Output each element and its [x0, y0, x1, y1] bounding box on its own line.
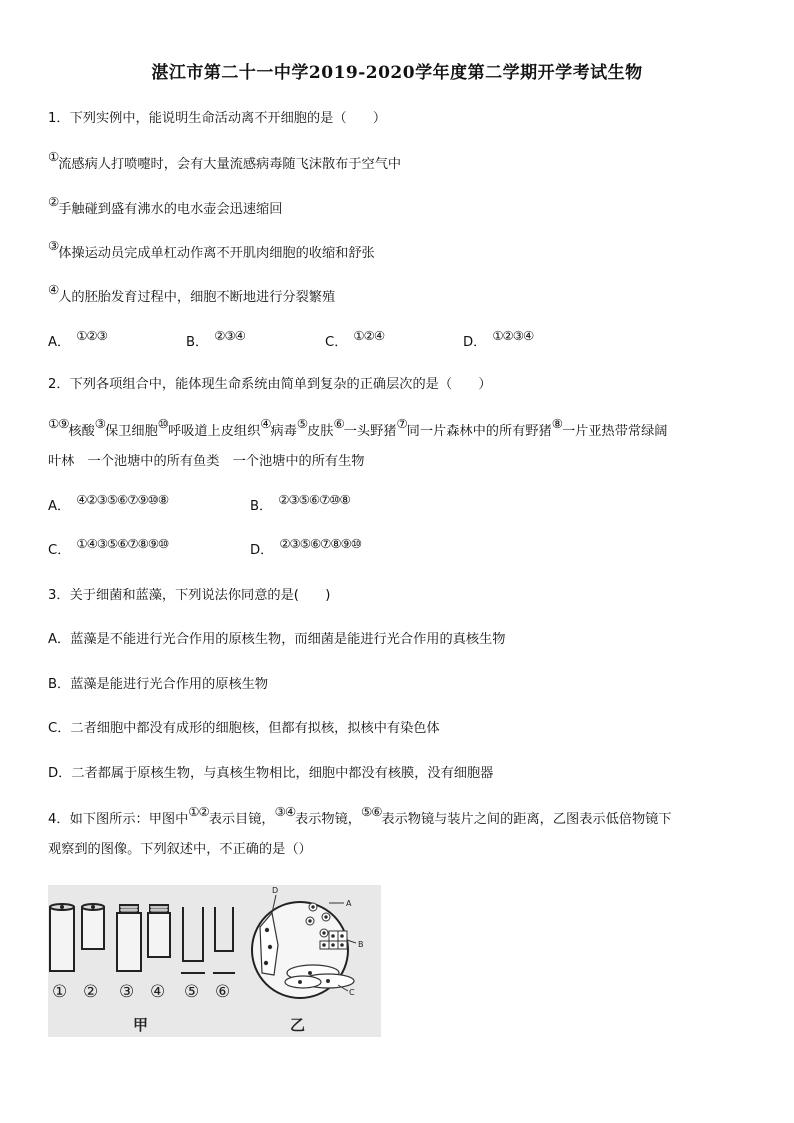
fig-number-1: ① [52, 982, 68, 1002]
q1-item-3 [48, 238, 375, 263]
q4-stem-line-2: 观察到的图像。下列叙述中，不正确的是（） [48, 842, 312, 857]
q2-option-b[interactable] [250, 492, 350, 516]
q4-stem-line-1 [48, 804, 672, 829]
q1-item-4-text: 人的胚胎发育过程中，细胞不断地进行分裂繁殖 [58, 290, 336, 305]
q2-option-d-value: ②③⑤⑥⑦⑧⑨⑩ [279, 536, 361, 551]
q2-option-c-value: ①④③⑤⑥⑦⑧⑨⑩ [76, 536, 169, 551]
q2-text-2: 保卫细胞 [105, 424, 158, 439]
cell-label-a: A [346, 899, 352, 908]
q2-option-b-value: ②③⑤⑥⑦⑩⑧ [278, 492, 350, 507]
q2-mark-8: ⑧ [551, 416, 562, 431]
q1-item-2-text: 手触碰到盛有沸水的电水壶会迅速缩回 [58, 202, 283, 217]
q2-mark-2: ③ [94, 416, 106, 431]
q1-option-d-value: ①②③④ [492, 328, 534, 343]
q2-text-5: 皮肤 [307, 424, 334, 439]
q4-stem-a: 4．如下图所示：甲图中 [48, 812, 189, 827]
q1-item-2-mark: ② [48, 194, 59, 209]
q1-option-b-label: B． [186, 335, 209, 350]
cell-label-b: B [358, 940, 364, 949]
q1-item-3-text: 体操运动员完成单杠动作离不开肌肉细胞的收缩和舒张 [58, 246, 375, 261]
q1-item-1 [48, 149, 402, 174]
q2-option-d[interactable] [250, 536, 361, 560]
page-title: 湛江市第二十一中学2019-2020学年度第二学期开学考试生物 [151, 63, 643, 83]
q1-option-a-label: A． [48, 335, 71, 350]
microscope-figure-svg [48, 885, 381, 1037]
q3-option-a[interactable]: A．蓝藻是不能进行光合作用的原核生物，而细菌是能进行光合作用的真核生物 [48, 632, 506, 647]
q2-stem: 2．下列各项组合中，能体现生命系统由简单到复杂的正确层次的是（ ） [48, 377, 492, 392]
q2-mark-1: ①⑨ [48, 416, 69, 431]
q2-text-3: 呼吸道上皮组织 [167, 424, 261, 439]
q2-mark-5: ⑤ [296, 416, 308, 431]
q1-option-a[interactable] [48, 328, 107, 352]
fig-number-4: ④ [150, 982, 166, 1002]
q2-mark-7: ⑦ [396, 416, 407, 431]
q1-item-1-text: 流感病人打喷嚏时，会有大量流感病毒随飞沫散布于空气中 [58, 157, 402, 172]
q1-option-d-label: D． [463, 335, 487, 350]
q1-stem: 1．下列实例中，能说明生命活动离不开细胞的是（ ） [48, 111, 387, 126]
q1-option-c[interactable] [325, 328, 385, 352]
microscope-figure [48, 885, 381, 1037]
fig-number-3: ③ [119, 982, 135, 1002]
cell-label-d: D [272, 886, 279, 895]
q3-option-b[interactable]: B．蓝藻是能进行光合作用的原核生物 [48, 677, 269, 692]
eyepiece-1 [50, 904, 74, 971]
q2-option-d-label: D． [250, 543, 274, 558]
fig-label-jia: 甲 [133, 1016, 149, 1034]
fig-number-2: ② [83, 982, 99, 1002]
q3-option-d[interactable]: D．二者都属于原核生物，与真核生物相比，细胞中都没有核膜，没有细胞器 [48, 766, 494, 781]
objective-4 [148, 905, 170, 957]
q2-text-4: 病毒 [270, 424, 297, 439]
q1-item-1-mark: ① [48, 149, 59, 164]
q4-mark-c: ⑤⑥ [360, 804, 382, 819]
q2-text-8: 一片亚热带常绿阔 [561, 424, 668, 439]
fig-number-6: ⑥ [215, 982, 231, 1002]
q4-stem-b: 表示目镜， [208, 812, 275, 827]
q2-option-a[interactable] [48, 492, 169, 516]
q2-levels-line-2: 叶林 一个池塘中的所有鱼类 一个池塘中的所有生物 [48, 454, 365, 469]
q2-option-c[interactable] [48, 536, 169, 560]
eyepiece-2 [82, 904, 104, 949]
q2-option-c-label: C． [48, 543, 71, 558]
q1-item-4 [48, 282, 336, 307]
q2-levels-line-1 [48, 416, 668, 441]
cell-label-c: C [349, 988, 355, 997]
q3-option-c[interactable]: C．二者细胞中都没有成形的细胞核，但都有拟核，拟核中有染色体 [48, 721, 440, 736]
q1-option-d[interactable] [463, 328, 534, 352]
q2-text-7: 同一片森林中的所有野猪 [406, 424, 552, 439]
q2-mark-3: ⑩ [157, 416, 168, 431]
q1-option-c-label: C． [325, 335, 348, 350]
q1-item-4-mark: ④ [48, 282, 59, 297]
q2-mark-4: ④ [260, 416, 271, 431]
q1-option-b-value: ②③④ [214, 328, 245, 343]
q2-option-a-value: ④②③⑤⑥⑦⑨⑩⑧ [76, 492, 169, 507]
q4-mark-a: ①② [188, 804, 209, 819]
q2-text-1: 核酸 [68, 424, 95, 439]
objective-3 [117, 905, 141, 971]
q3-stem: 3．关于细菌和蓝藻，下列说法你同意的是( ) [48, 588, 331, 603]
q1-option-c-value: ①②④ [353, 328, 385, 343]
q1-option-a-value: ①②③ [76, 328, 107, 343]
q4-mark-b: ③④ [274, 804, 296, 819]
fig-number-5: ⑤ [184, 982, 200, 1002]
q1-item-3-mark: ③ [48, 238, 59, 253]
distance-6 [213, 907, 235, 973]
q2-mark-6: ⑥ [333, 416, 344, 431]
q4-stem-c: 表示物镜， [295, 812, 361, 827]
q1-option-b[interactable] [186, 328, 245, 352]
q2-option-a-label: A． [48, 499, 71, 514]
q2-text-6: 一头野猪 [343, 424, 397, 439]
distance-5 [181, 907, 205, 973]
q4-stem-d: 表示物镜与装片之间的距离，乙图表示低倍物镜下 [381, 812, 672, 827]
q2-option-b-label: B． [250, 499, 273, 514]
q1-item-2 [48, 194, 283, 219]
fig-label-yi: 乙 [290, 1016, 306, 1034]
